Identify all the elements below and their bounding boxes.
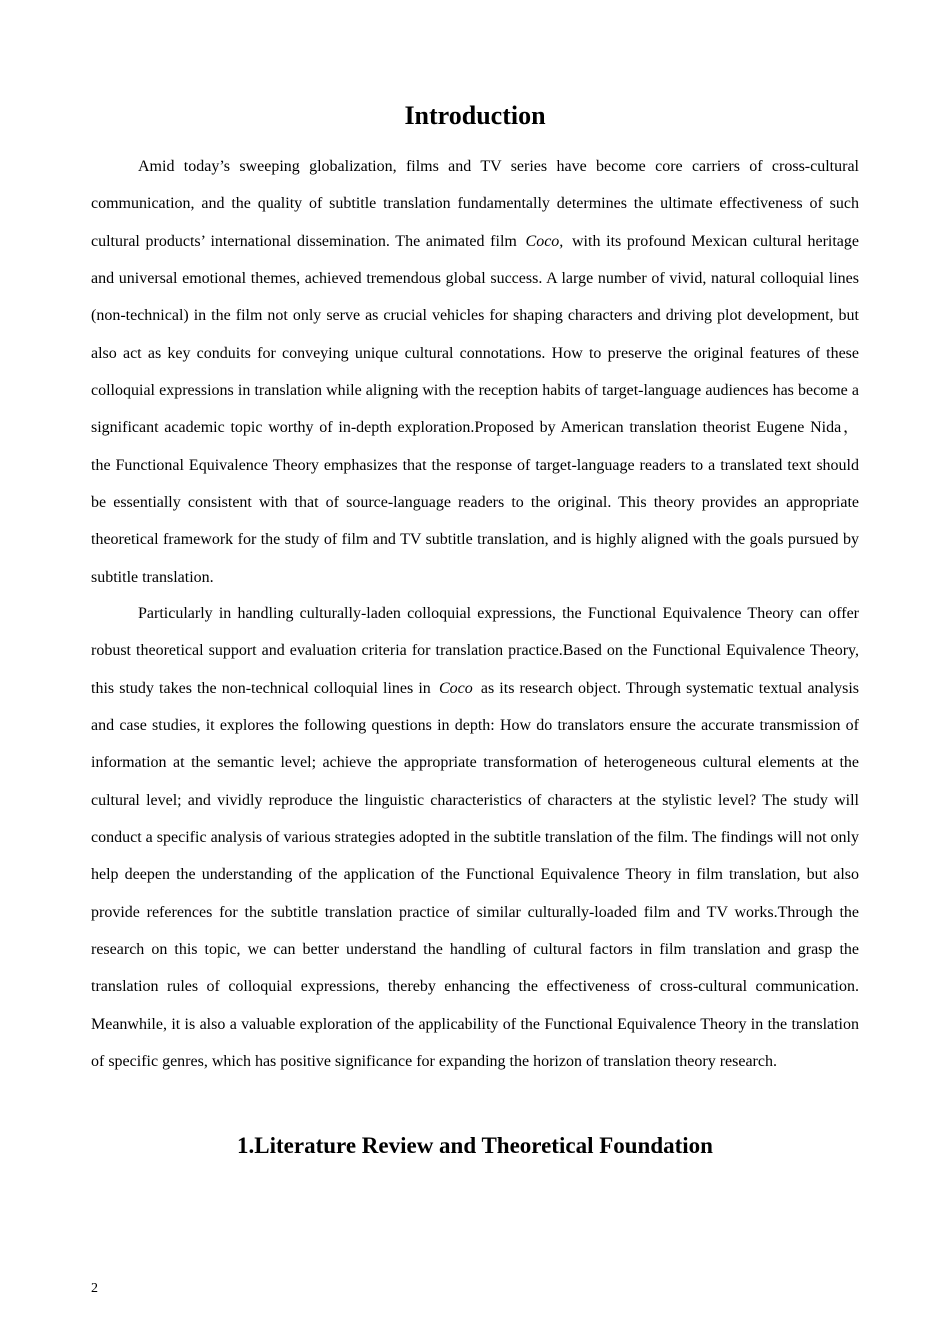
paragraph-2-text-start: Particularly in handling culturally-laden colloquial expressions, the Functional Equivalence Theory can offer robust theoretical support and evaluation criteria for translation practice.Based on the Functional Equivalence Theory, this study takes the non-technical colloquial lines in	[91, 605, 859, 697]
paragraph-1-text-end: with its profound Mexican cultural heritage and universal emotional themes, achieved tremendous global success. A large number of vivid, natural colloquial lines (non-technical) in the film not only serve as crucial vehicles for shaping characters and driving plot development, but also act as key conduits for conveying unique cultural connotations. How to preserve the original features of these colloquial expressions in translation while aligning with the reception habits of target-language audiences has become a significant academic topic worthy of in-depth exploration.Proposed by American translation theorist Eugene Nida， the Functional Equivalence Theory emphasizes that the response of target-language readers to a translated text should be essentially consistent with that of source-language readers to the original. This theory provides an appropriate theoretical framework for the study of film and TV subtitle translation, and is highly aligned with the goals pursued by subtitle translation.	[91, 232, 859, 586]
page-number: 2	[91, 1281, 98, 1296]
paragraph-1-text-start: Amid today’s sweeping globalization, films and TV series have become core carriers of cross-cultural communication, and the quality of subtitle translation fundamentally determines the ultimate effectiveness of such cultural products’ international dissemination. The animated film	[91, 158, 859, 250]
introduction-heading: Introduction	[404, 101, 546, 130]
paragraph-2-text-end: as its research object. Through systematic textual analysis and case studies, it explores the following questions in depth: How do translators ensure the accurate transmission of information at the semantic level; achieve the appropriate transformation of heterogeneous cultural elements at the cultural level; and vividly reproduce the linguistic characteristics of characters at the stylistic level? The study will conduct a specific analysis of various strategies adopted in the subtitle translation of the film. The findings will not only help deepen the understanding of the application of the Functional Equivalence Theory in film translation, but also provide references for the subtitle translation practice of similar culturally-loaded film and TV works.Through the research on this topic, we can better understand the handling of cultural factors in film translation and grasp the translation rules of colloquial expressions, thereby enhancing the effectiveness of cross-cultural communication. Meanwhile, it is also a valuable exploration of the applicability of the Functional Equivalence Theory in the translation of specific genres, which has positive significance for expanding the horizon of translation theory research.	[91, 679, 859, 1071]
section-heading-literature-review: 1.Literature Review and Theoretical Foundation	[237, 1133, 713, 1158]
intro-paragraph-1	[91, 148, 859, 596]
intro-paragraph-2	[91, 595, 859, 1080]
film-title-coco: Coco	[438, 679, 473, 697]
film-title-coco: Coco,	[525, 232, 564, 250]
